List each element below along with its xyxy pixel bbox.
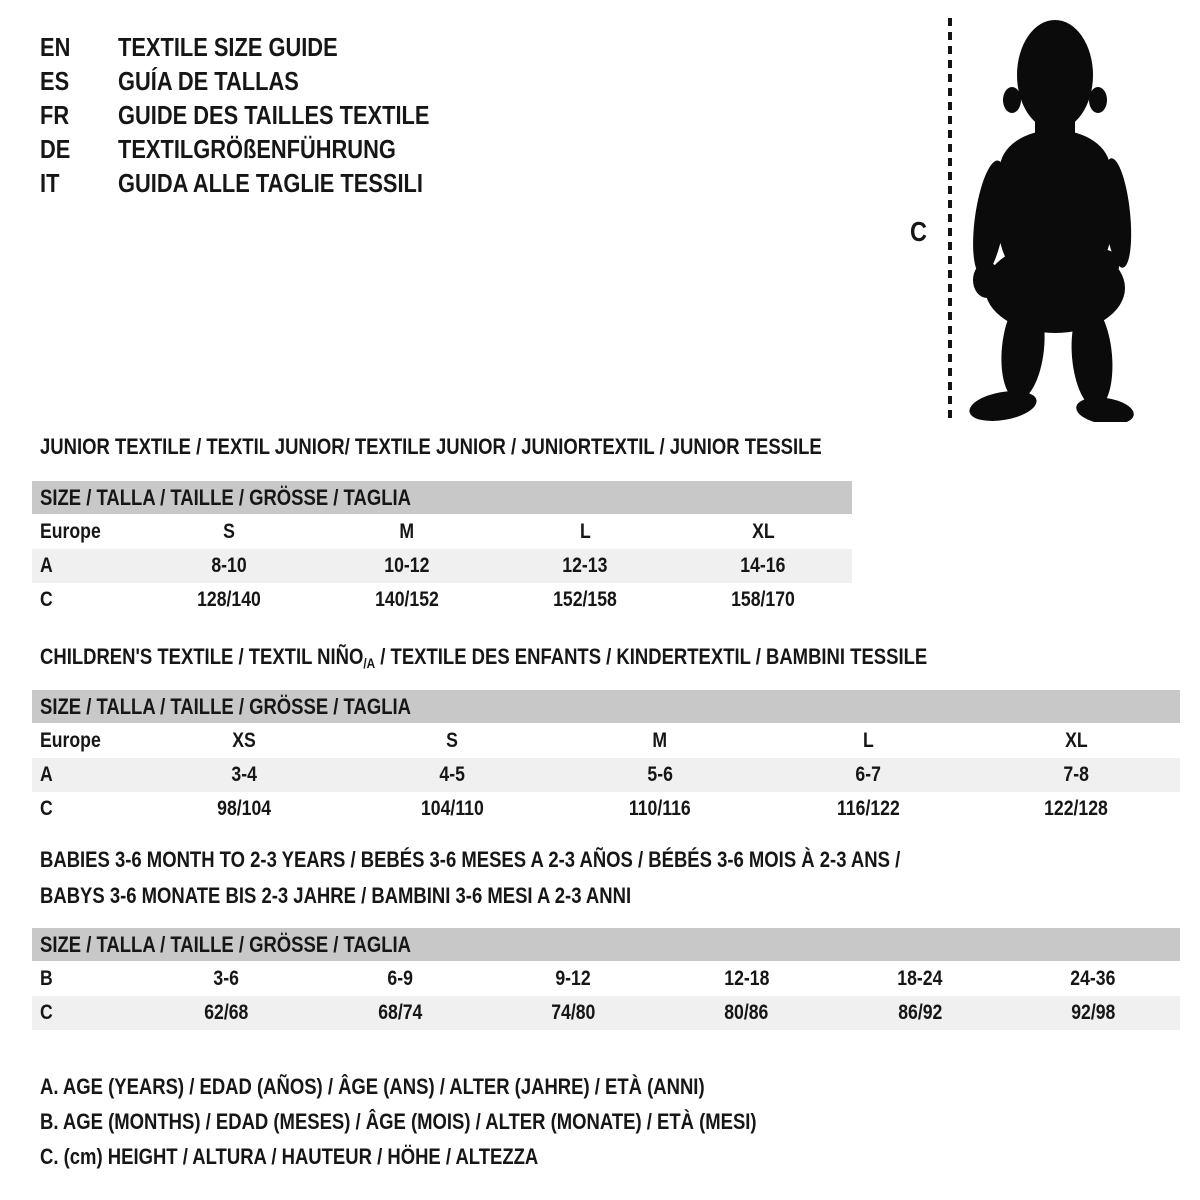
- height-cell: 122/128: [1044, 797, 1108, 820]
- guide-title-en: TEXTILE SIZE GUIDE: [118, 32, 338, 62]
- row-label: C: [40, 588, 53, 611]
- language-row-en: [40, 30, 489, 64]
- junior-section-title-text: JUNIOR TEXTILE / TEXTIL JUNIOR/ TEXTILE JUNIOR / JUNIORTEXTIL / JUNIOR TESSILE: [40, 434, 822, 459]
- children-table-size-header: [32, 690, 1180, 723]
- language-code-text: IT: [40, 168, 60, 198]
- table-row-months: [32, 962, 1180, 996]
- age-cell: 14-16: [740, 554, 786, 577]
- months-cell: 6-9: [387, 967, 413, 990]
- height-cell: 98/104: [217, 797, 271, 820]
- size-cell: S: [446, 729, 458, 752]
- height-cell: 116/122: [836, 797, 900, 820]
- babies-size-table: [32, 928, 1180, 1030]
- babies-section-title-line2-text: BABYS 3-6 MONATE BIS 2-3 JAHRE / BAMBINI 3-6 MESI A 2-3 ANNI: [40, 883, 632, 908]
- age-cell: 6-7: [855, 763, 881, 786]
- age-cell: 7-8: [1063, 763, 1089, 786]
- row-label: B: [40, 967, 53, 990]
- guide-title-es: GUÍA DE TALLAS: [118, 66, 299, 96]
- size-cell: XL: [751, 520, 775, 543]
- language-code-text: ES: [40, 66, 70, 96]
- legend-line-b: B. AGE (MONTHS) / EDAD (MESES) / ÂGE (MOIS) / ALTER (MONATE) / ETÀ (MESI): [40, 1109, 757, 1134]
- babies-table-size-header: [32, 928, 1180, 961]
- language-row-it: [40, 166, 489, 200]
- row-label: Europe: [40, 520, 101, 543]
- legend-line-c: C. (cm) HEIGHT / ALTURA / HAUTEUR / HÖHE / ALTEZZA: [40, 1144, 539, 1169]
- age-cell: 4-5: [439, 763, 465, 786]
- height-cell: 86/92: [897, 1001, 943, 1024]
- language-code: [40, 98, 118, 132]
- months-cell: 3-6: [213, 967, 240, 990]
- children-section-title: [40, 644, 1096, 676]
- language-row-fr: [40, 98, 489, 132]
- height-measure-label: [910, 216, 930, 248]
- language-code: [40, 30, 118, 64]
- junior-table-size-header: [32, 481, 852, 514]
- height-cell: 158/170: [731, 588, 795, 611]
- toddler-silhouette-image: [965, 18, 1137, 422]
- babies-section-title-line2: [40, 883, 744, 909]
- height-cell: 128/140: [197, 588, 261, 611]
- months-cell: 12-18: [724, 967, 770, 990]
- junior-size-table: [32, 481, 852, 617]
- guide-title-fr: GUIDE DES TAILLES TEXTILE: [118, 100, 430, 130]
- age-cell: 3-4: [231, 763, 257, 786]
- size-cell: XL: [1064, 729, 1088, 752]
- height-cell: 80/86: [724, 1001, 769, 1024]
- height-cell: 152/158: [553, 588, 617, 611]
- row-label: Europe: [40, 729, 101, 752]
- language-code-text: DE: [40, 134, 71, 164]
- table-row-age: [32, 758, 1180, 792]
- height-cell: 92/98: [1071, 1001, 1116, 1024]
- age-cell: 8-10: [211, 554, 247, 577]
- language-code: [40, 132, 118, 166]
- row-label: A: [40, 763, 53, 786]
- height-cell: 74/80: [551, 1001, 596, 1024]
- size-cell: M: [652, 729, 668, 752]
- children-section-title-text: CHILDREN'S TEXTILE / TEXTIL NIÑO/A / TEXTILE DES ENFANTS / KINDERTEXTIL / BAMBINI TESSILE: [40, 644, 928, 671]
- age-cell: 5-6: [647, 763, 673, 786]
- table-row-height: [32, 996, 1180, 1030]
- height-cell: 104/110: [420, 797, 484, 820]
- table-row-height: [32, 792, 1180, 826]
- row-label: C: [40, 797, 53, 820]
- table-row-age: [32, 549, 852, 583]
- language-row-es: [40, 64, 489, 98]
- height-measure-label-text: C: [910, 216, 927, 247]
- height-cell: 62/68: [204, 1001, 249, 1024]
- height-cell: 140/152: [375, 588, 439, 611]
- months-cell: 18-24: [897, 967, 943, 990]
- language-title-list: [40, 30, 489, 200]
- language-row-de: [40, 132, 489, 166]
- size-cell: S: [223, 520, 235, 543]
- table-row-europe: [32, 724, 1180, 758]
- size-cell: M: [399, 520, 415, 543]
- language-code-text: EN: [40, 32, 71, 62]
- legend-line-a: A. AGE (YEARS) / EDAD (AÑOS) / ÂGE (ANS) / ALTER (JAHRE) / ETÀ (ANNI): [40, 1074, 705, 1099]
- size-header-text: SIZE / TALLA / TAILLE / GRÖSSE / TAGLIA: [40, 931, 411, 957]
- row-label: C: [40, 1001, 53, 1024]
- size-header-text: SIZE / TALLA / TAILLE / GRÖSSE / TAGLIA: [40, 693, 411, 719]
- babies-section-title-line1: [40, 847, 1064, 873]
- junior-section-title: [40, 434, 971, 460]
- age-cell: 10-12: [384, 554, 430, 577]
- height-measure-dashed-line: [948, 18, 952, 418]
- height-cell: 68/74: [377, 1001, 423, 1024]
- table-row-europe: [32, 515, 852, 549]
- months-cell: 9-12: [555, 967, 591, 990]
- size-cell: L: [862, 729, 874, 752]
- language-code-text: FR: [40, 100, 70, 130]
- measurement-legend: [40, 1069, 893, 1174]
- language-code: [40, 64, 118, 98]
- row-label: A: [40, 554, 53, 577]
- size-cell: XS: [232, 729, 256, 752]
- height-cell: 110/116: [629, 797, 691, 820]
- language-code: [40, 166, 118, 200]
- months-cell: 24-36: [1070, 967, 1116, 990]
- babies-section-title-line1-text: BABIES 3-6 MONTH TO 2-3 YEARS / BEBÉS 3-6 MESES A 2-3 AÑOS / BÉBÉS 3-6 MOIS À 2-3 ANS /: [40, 847, 901, 872]
- guide-title-de: TEXTILGRÖßENFÜHRUNG: [118, 134, 396, 164]
- size-header-text: SIZE / TALLA / TAILLE / GRÖSSE / TAGLIA: [40, 484, 411, 510]
- children-size-table: [32, 690, 1180, 826]
- guide-title-it: GUIDA ALLE TAGLIE TESSILI: [118, 168, 423, 198]
- age-cell: 12-13: [562, 554, 608, 577]
- size-cell: L: [579, 520, 591, 543]
- nino-a-subscript: /A: [363, 655, 376, 671]
- table-row-height: [32, 583, 852, 617]
